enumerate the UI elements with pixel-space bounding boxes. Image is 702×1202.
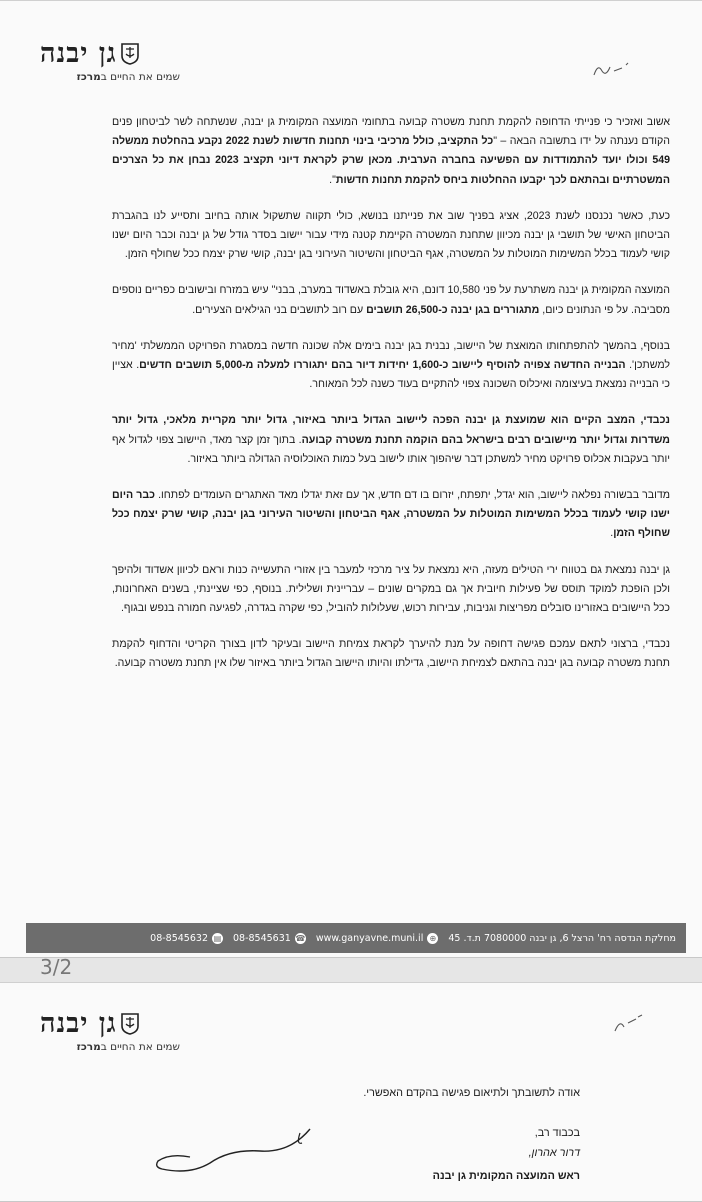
letter-paragraph [112, 113, 670, 190]
text-run: . בתוך זמן קצר מאד, היישוב צפוי לגדול אף יותר בעקבות אכלוס פרויקט מחיר למשתכן דבר שיהפוך אותו לישוב בעל כמות האוכלוסיה הגדולה ביותר באיזור. [112, 433, 670, 465]
signer-name: דרור אהרון, [528, 1147, 580, 1159]
letter-paragraph [112, 337, 670, 395]
phone-icon: ☎ [295, 933, 306, 943]
footer-fax: ▤ 08-8545632 [150, 932, 222, 944]
logo-name: גן יבנה [40, 38, 117, 69]
signer-role: ראש המועצה המקומית גן יבנה [432, 1170, 580, 1182]
bold-text-run: כל התקציב, כולל מרכיבי בינוי תחנות חדשות לשנת 2022 נקבע בהחלטת ממשלה 549 וכולו יועד להתמודדות עם הפשיעה בחברה הערבית. מכאן שרק לקראת דיוני תקציב 2023 נבחן את כל הצרכים המשטרתיים ובהתאם לכך יקבעו ההחלטות ביחס להקמת תחנות חדשות [112, 135, 670, 186]
fax-icon: ▤ [213, 933, 222, 943]
text-run: מדובר בבשורה נפלאה ליישוב, הוא יגדל, יתפתח, יזרום בו דם חדש, אך עם זאת יגדלו מאד האתגרים העומדים לפתחו. [155, 489, 671, 502]
signature [150, 1123, 320, 1178]
text-run: ". [329, 173, 336, 186]
letter-page-2 [0, 982, 702, 1202]
globe-icon: ⊕ [427, 933, 438, 944]
footer-website: ⊕ www.ganyavne.muni.il [316, 933, 439, 944]
logo-slogan: שמים את החיים במרכז [76, 71, 180, 83]
letter-paragraph [112, 486, 670, 544]
gan-yavne-logo [40, 39, 180, 83]
letter-paragraph [112, 561, 670, 619]
text-run: אשוב ואזכיר כי פנייתי הדחופה להקמת תחנת משטרה קבועה בתחומי המועצה המקומית גן יבנה, שנשתחה לשר לביטחון פנים הקודם נענתה על ידו בתשובה הבאה – " [112, 116, 670, 148]
closing-regards: בכבוד רב, [534, 1127, 580, 1139]
text-run: עם רוב לתושבים בני הגילאים הצעירים. [192, 303, 367, 316]
logo-name: גן יבנה [40, 1008, 117, 1039]
letterhead-footer [26, 923, 686, 953]
bold-text-run: מתגוררים בגן יבנה כ-26,500 תושבים [366, 303, 540, 316]
bold-text-run: הבנייה החדשה צפויה להוסיף ליישוב כ-1,600 יחידות דיור בהם יתגוררו למעלה מ-5,000 תושבים חדשים [139, 359, 626, 372]
handwritten-mark [592, 59, 632, 81]
closing-request: אודה לתשובתך ולתיאום פגישה בהקדם האפשרי. [363, 1087, 580, 1099]
handwritten-mark [612, 1013, 646, 1035]
footer-phone: ☎ 08-8545631 [232, 932, 306, 944]
text-run: גן יבנה נמצאת גם בטווח ירי הטילים מעזה, היא נמצאת על ציר מרכזי למעבר בין אזורי התעשייה כנות וראם לכיוון אשדוד ולהיפך ולכן הופכת למוקד תוסס של פעילות חיובית אך גם במקרים שונים – עבריינית ושלילית. בנוסף, כפי שציינתי, בשנים האחרונות, ככל היישובים באזורינו סובלים מפריצות וגניבות, עבירות רכוש, שעלולות להוביל, כפי שקרה בגדרה, לפגיעה חמורה בנפש ובגוף. [112, 563, 670, 615]
letter-paragraph [112, 411, 670, 469]
page-number-middle: 3/2 [40, 955, 73, 979]
footer-address: מחלקת הנדסה רח' הרצל 6, גן יבנה 7080000 ת.ד. 45 [448, 932, 676, 944]
logo-slogan: שמים את החיים במרכז [76, 1041, 180, 1053]
text-run: נכבדי, ברצוני לתאם עמכם פגישה דחופה על מנת להיערך לקראת צמיחת היישוב ובעיקר לדון בצורך הקריטי והדחוף להקמת תחנת משטרה קבועה בגן יבנה בהתאם לצמיחת היישוב, גדילתו והיותו היישוב הגדול ביותר באיזור שלו אין תחנת משטרה קבועה. [112, 638, 670, 670]
letter-paragraph [112, 207, 670, 265]
letter-paragraph [112, 635, 670, 673]
text-run: . אציין כי הבנייה נמצאת בעיצומה ואיכלוס השכונה צפוי להתקיים בעוד כשנה לכל המאוחר. [112, 359, 670, 391]
gan-yavne-logo [40, 1009, 180, 1053]
letter-paragraph [112, 281, 670, 319]
text-run: בנוסף, בהמשך להתפתחותו המואצת של היישוב, נבנית בגן יבנה בימים אלה שכונה חדשה במסגרת הפרויקט הממשלתי 'מחיר למשתכן'. [112, 339, 671, 372]
text-run: . [610, 527, 614, 540]
bold-text-run: נכבדי, המצב הקיים הוא שמועצת גן יבנה הפכה ליישוב הגדול ביותר באיזור, גדול יותר מקריית מלאכי, גדול יותר משדרות וגדול יותר מיישובים רבים בישראל בהם הוקמה תחנת משטרה קבועה [112, 414, 670, 446]
letter-body [112, 113, 670, 691]
municipal-emblem-icon [121, 1013, 139, 1035]
text-run: המועצה המקומית גן יבנה משתרעת על פני 10,580 דונם, היא גובלת באשדוד במערב, בבני" עיש במזרח ובישובים כפריים נוספים מסביבה. על פי הנתונים כיום, [112, 284, 670, 316]
municipal-emblem-icon [121, 43, 139, 65]
bold-text-run: כבר היום ישנו קושי לעמוד בכלל המשימות המוטלות על המשטרה, אגף הביטחון והשיטור העירוני בגן יבנה, קושי שרק יצמח ככל שחולף הזמן [112, 489, 670, 540]
text-run: כעת, כאשר נכנסנו לשנת 2023, אציג בפניך שוב את פנייתנו בנושא, כולי תקווה שתשקול אותה בחיוב ותסייע לנו בהגברת הביטחון האישי של תושבי גן יבנה מכיוון שתחנת המשטרה הקיימת קטנה מידי עבור יישוב בסדר גודל של גן יבנה וכבר היום ישנו קושי לעמוד בכלל המשימות המוטלות על המשטרה, אגף הביטחון והשיטור העירוני בגן יבנה, קושי שרק יצמח ככל שחולף הזמן. [112, 209, 670, 261]
